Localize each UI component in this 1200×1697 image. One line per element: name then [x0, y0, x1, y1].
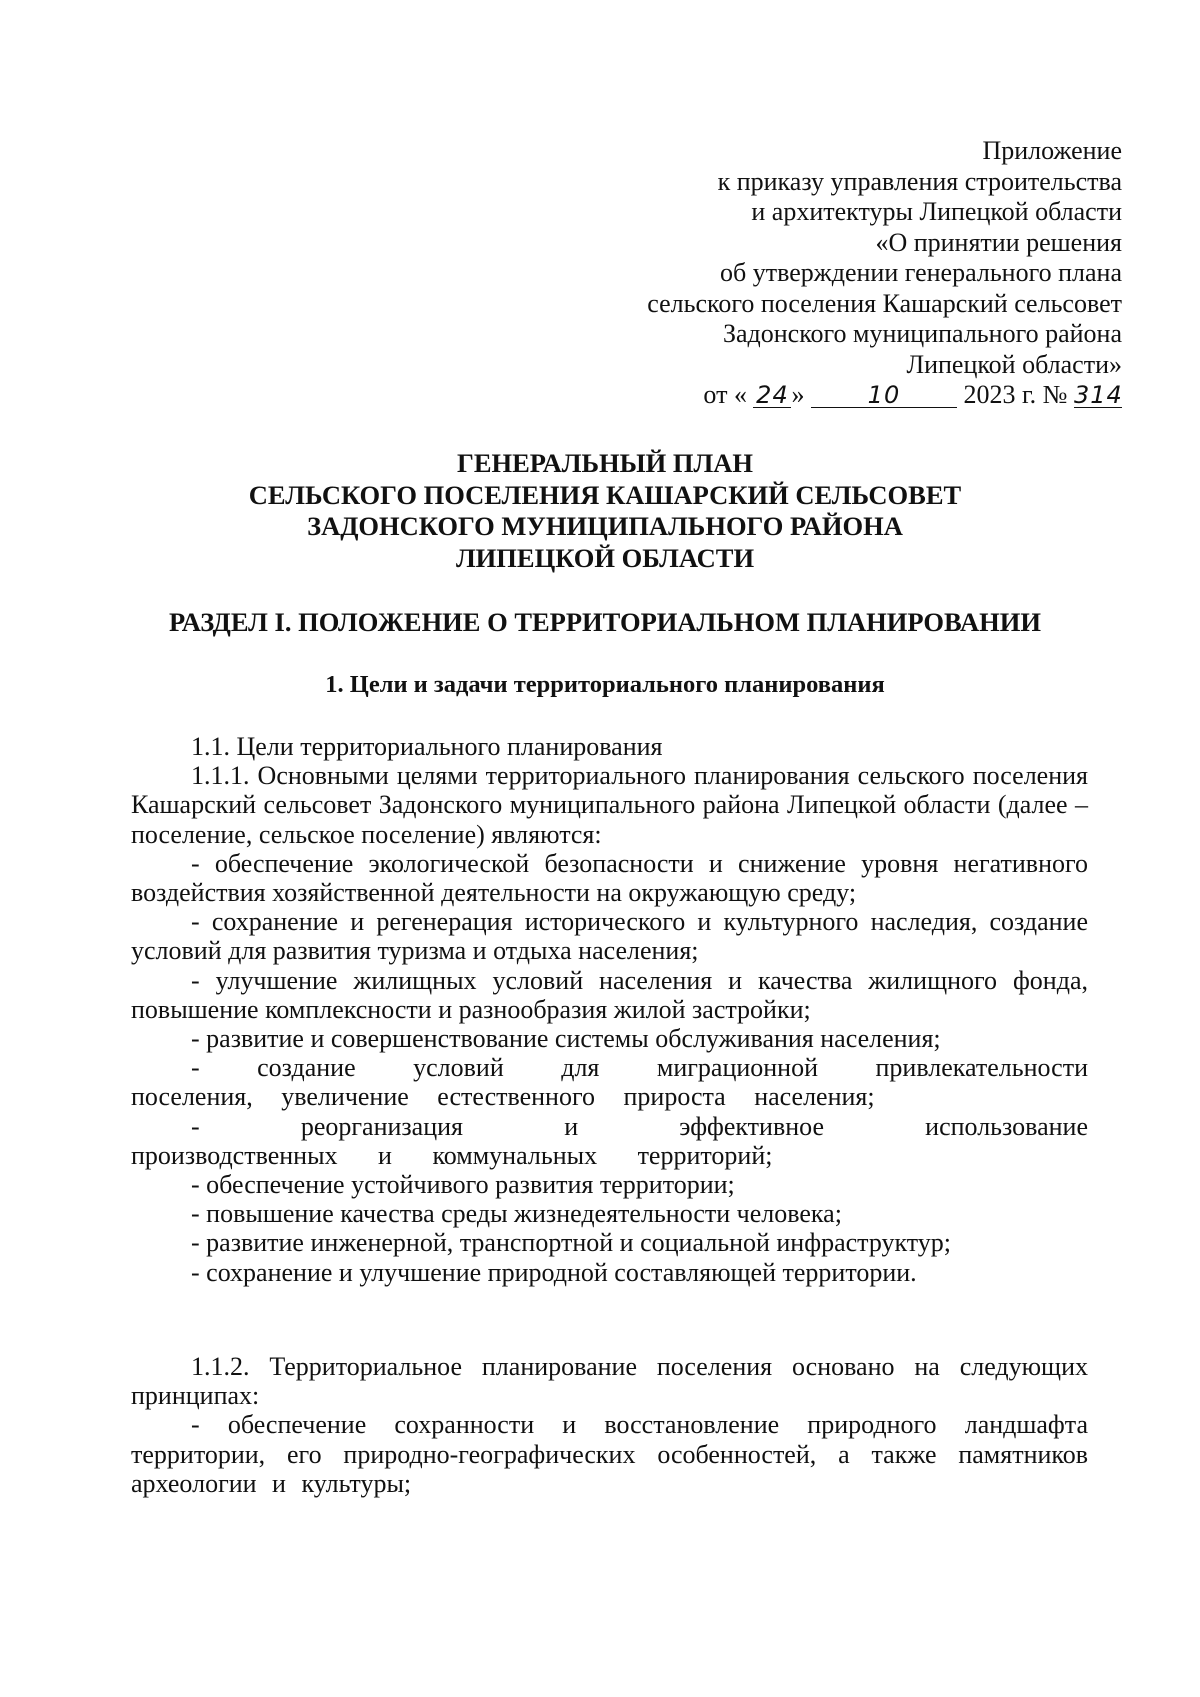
date-month-handwritten: 10 [811, 383, 957, 408]
header-line: Липецкой области» [906, 349, 1122, 379]
appendix-header [562, 136, 1122, 411]
date-day-close: » [791, 380, 805, 409]
subsection-heading: 1.1. Цели территориального планирования [191, 732, 663, 761]
principles-section [131, 1352, 1088, 1498]
list-item: - развитие инженерной, транспортной и социальной инфраструктур; [191, 1228, 952, 1258]
date-prefix: от « [703, 380, 747, 409]
list-item: - обеспечение устойчивого развития территории; [191, 1170, 735, 1200]
list-item: - повышение качества среды жизнедеятельности человека; [191, 1199, 842, 1229]
title-line: СЕЛЬСКОГО ПОСЕЛЕНИЯ КАШАРСКИЙ СЕЛЬСОВЕТ [248, 479, 962, 510]
order-date-line [562, 380, 1122, 411]
title-line: ГЕНЕРАЛЬНЫЙ ПЛАН [456, 448, 753, 478]
header-line: Задонского муниципального района [722, 319, 1122, 348]
header-line: и архитектуры Липецкой области [751, 197, 1122, 226]
list-item: - сохранение и регенерация исторического и культурного наследия, создание условий для развития туризма и отдыха населения; [131, 907, 1088, 966]
section-title: РАЗДЕЛ I. ПОЛОЖЕНИЕ О ТЕРРИТОРИАЛЬНОМ ПЛАНИРОВАНИИ [168, 607, 1042, 637]
date-year: 2023 г. № [963, 380, 1068, 409]
title-line: ЛИПЕЦКОЙ ОБЛАСТИ [455, 542, 755, 573]
header-line: об утверждении генерального плана [720, 258, 1122, 287]
chapter-title: 1. Цели и задачи территориального планирования [325, 671, 885, 698]
list-item: - обеспечение сохранности и восстановление природного ландшафта территории, его природно-географических особенностей, а также памятников археологии и культуры; [131, 1410, 1088, 1498]
list-item: - реорганизация и эффективное использование производственных и коммунальных территорий; [131, 1111, 1088, 1170]
header-line: сельского поселения Кашарский сельсовет [647, 288, 1122, 318]
header-line: «О принятии решения [875, 227, 1122, 257]
document-title [120, 448, 1090, 574]
paragraph: 1.1.1. Основными целями территориального планирования сельского поселения Кашарский сельсовет Задонского муниципального района Липецкой области (далее – поселение, сельское поселение) являются: [131, 761, 1088, 849]
header-line: Приложение [982, 136, 1122, 165]
goals-section [131, 732, 1088, 1287]
paragraph: 1.1.2. Территориальное планирование поселения основано на следующих принципах: [131, 1352, 1088, 1411]
order-number-handwritten: 314 [1074, 381, 1123, 409]
title-line: ЗАДОНСКОГО МУНИЦИПАЛЬНОГО РАЙОНА [307, 511, 903, 541]
list-item: - сохранение и улучшение природной составляющей территории. [191, 1257, 917, 1287]
list-item: - улучшение жилищных условий населения и качества жилищного фонда, повышение комплексности и разнообразия жилой застройки; [131, 965, 1088, 1024]
date-day-handwritten: 24 [753, 383, 791, 408]
list-item: - создание условий для миграционной привлекательности поселения, увеличение естественного прироста населения; [131, 1053, 1088, 1112]
header-line: к приказу управления строительства [717, 166, 1122, 196]
list-item: - развитие и совершенствование системы обслуживания населения; [191, 1024, 941, 1054]
list-item: - обеспечение экологической безопасности и снижение уровня негативного воздействия хозяйственной деятельности на окружающую среду; [131, 848, 1088, 908]
